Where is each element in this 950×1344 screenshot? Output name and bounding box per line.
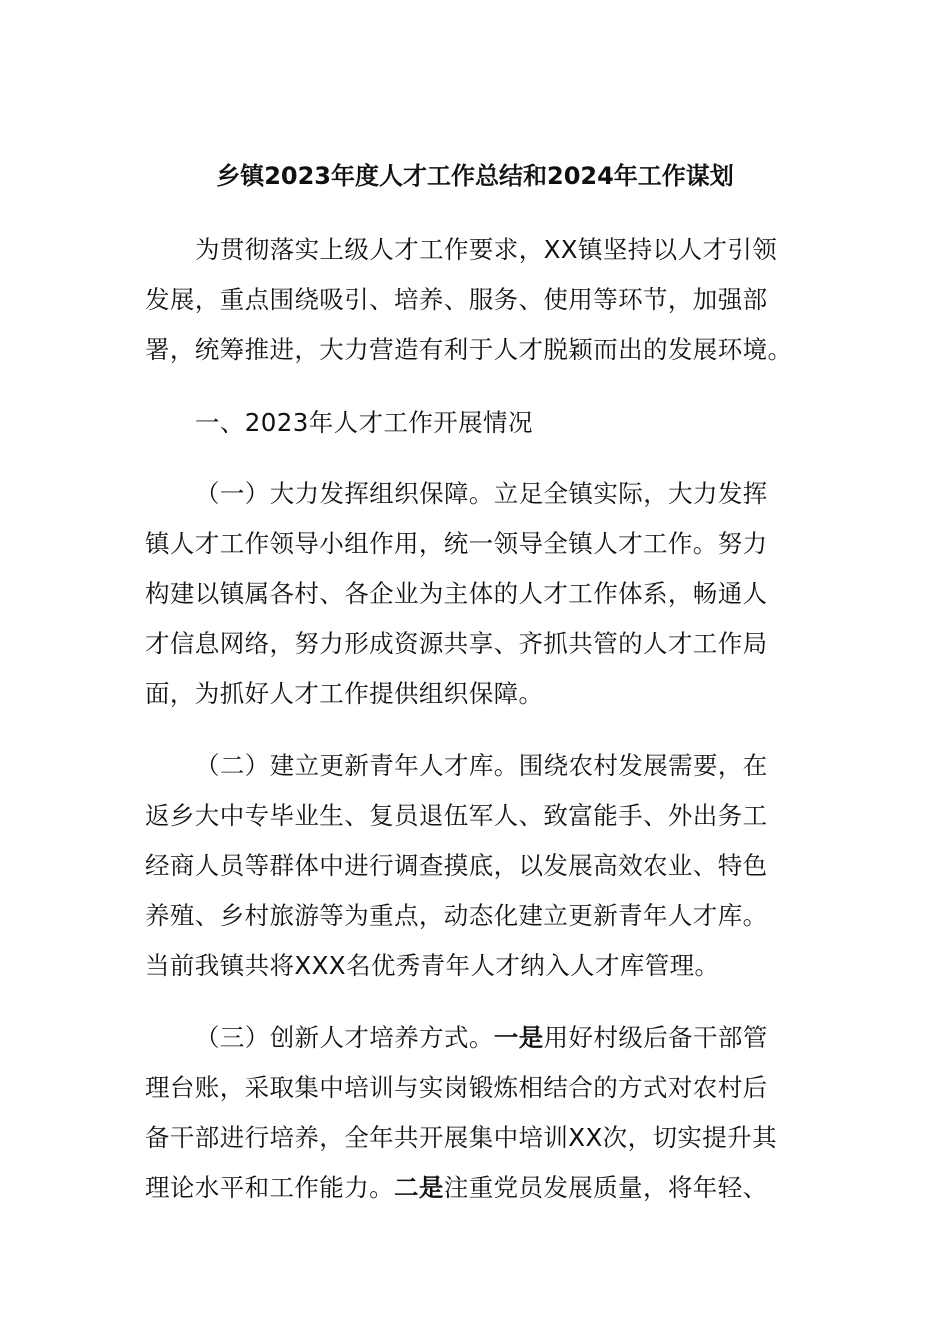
text-run: 用好村级后备干部管 (543, 1023, 768, 1052)
text-run: 注重党员发展质量，将年轻、 (443, 1173, 768, 1202)
paragraph-line (145, 526, 768, 562)
text-run: 备干部进行培养，全年共开展集中培训XX次，切实提升其 (145, 1123, 777, 1152)
paragraph-line (145, 1120, 777, 1156)
paragraph-line (145, 1070, 768, 1106)
bold-emphasis: 二是 (394, 1173, 444, 1202)
text-run: 署，统筹推进，大力营造有利于人才脱颖而出的发展环境。 (145, 335, 793, 364)
paragraph-line (145, 1170, 768, 1206)
text-run: 发展，重点围绕吸引、培养、服务、使用等环节，加强部 (145, 285, 768, 314)
text-run: 养殖、乡村旅游等为重点，动态化建立更新青年人才库。 (145, 901, 768, 930)
paragraph-line (195, 748, 768, 784)
paragraph-line (145, 332, 792, 368)
paragraph-line (145, 898, 768, 934)
bold-emphasis: 一是 (493, 1023, 544, 1052)
document-title: 乡镇2023年度人才工作总结和2024年工作谋划 (216, 162, 734, 190)
text-run: 镇人才工作领导小组作用，统一领导全镇人才工作。努力 (145, 529, 768, 558)
text-run: 返乡大中专毕业生、复员退伍军人、致富能手、外出务工 (145, 801, 768, 830)
text-run: 才信息网络，努力形成资源共享、齐抓共管的人才工作局 (145, 629, 768, 658)
text-run: 一、2023年人才工作开展情况 (195, 408, 533, 437)
paragraph-line (145, 848, 768, 884)
paragraph-line (145, 626, 768, 662)
text-run: 为贯彻落实上级人才工作要求，XX镇坚持以人才引领 (195, 235, 778, 264)
paragraph-line (195, 232, 777, 268)
text-run: 经商人员等群体中进行调查摸底，以发展高效农业、特色 (145, 851, 768, 880)
text-run: （二）建立更新青年人才库。围绕农村发展需要，在 (195, 751, 768, 780)
text-run: 构建以镇属各村、各企业为主体的人才工作体系，畅通人 (145, 579, 768, 608)
paragraph-line (195, 476, 768, 512)
paragraph-line (195, 1020, 768, 1056)
paragraph-line (145, 948, 719, 984)
text-run: 当前我镇共将XXX名优秀青年人才纳入人才库管理。 (145, 951, 720, 980)
text-run: 理台账，采取集中培训与实岗锻炼相结合的方式对农村后 (145, 1073, 768, 1102)
text-run: （三）创新人才培养方式。 (195, 1023, 494, 1052)
text-run: 理论水平和工作能力。 (145, 1173, 394, 1202)
text-run: 面，为抓好人才工作提供组织保障。 (145, 679, 544, 708)
paragraph-line (145, 798, 768, 834)
text-run: （一）大力发挥组织保障。立足全镇实际，大力发挥 (195, 479, 768, 508)
paragraph-line (145, 576, 768, 612)
paragraph-line (145, 676, 543, 712)
section-heading (195, 405, 533, 441)
paragraph-line (145, 282, 768, 318)
